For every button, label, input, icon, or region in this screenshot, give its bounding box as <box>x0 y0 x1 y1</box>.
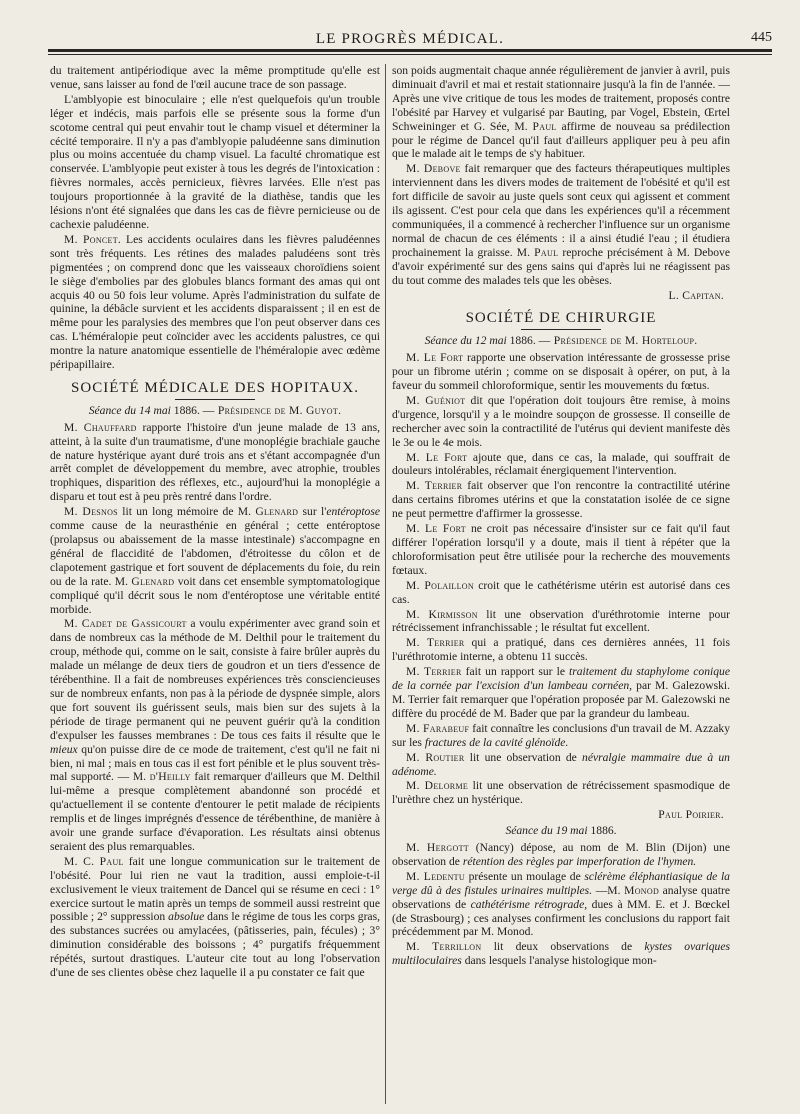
speaker-name: M. Cadet de Gassicourt <box>64 617 187 631</box>
paragraph: M. Kirmisson lit une observation d'uréthrotomie interne pour rétrécissement infranchissable ; le résultat fut excellent. <box>392 607 730 635</box>
column-divider <box>385 64 386 1104</box>
paragraph: M. C. Paul fait une longue communication sur le traitement de l'obésité. Pour lui rien ne vaut la tradition, aussi emploie-t-il exclusivement le vieux traitement de Dancel qui se résume en ceci : 1° exercice surtout le matin après un temps de sommeil aussi restreint que possible ; 2° suppression absolue dans le régime de tous les corps gras, des substances sucrées ou amylacées, (pâtisseries, pain, fécules) ; 3° diminution considérable des boissons ; 4° purgatifs fréquemment répétés, surtout drastiques. L'auteur cite tout au long l'observation d'une de ses clientes obèse chez laquelle il a pu constater ce fait que <box>50 854 380 980</box>
speaker-name: M. Chauffard <box>64 420 137 434</box>
paragraph: M. Polaillon croit que le cathétérisme utérin est autorisé dans ces cas. <box>392 578 730 606</box>
paragraph: M. Le Fort ajoute que, dans ce cas, la malade, qui souffrait de douleurs intolérables, réclamait énergiquement l'intervention. <box>392 450 730 478</box>
paragraph: M. Routier lit une observation de névralgie mammaire due à un adénome. <box>392 750 730 778</box>
paragraph: M. Terrier fait un rapport sur le traitement du staphylome conique de la cornée par l'excision d'un lambeau cornéen, par M. Galezowski. M. Terrier fait remarquer que l'opération proposée par M. Galezowski ne diffère du procédé de M. Bader que par la grandeur du lambeau. <box>392 665 730 720</box>
signature: L. Capitan. <box>668 288 724 302</box>
speaker-name: M. Routier <box>406 750 465 764</box>
speaker-name: M. Hergott <box>406 841 469 855</box>
header-rule-thick <box>48 49 772 52</box>
speaker-name: M. Terrier <box>406 665 462 679</box>
paragraph: L'amblyopie est binoculaire ; elle n'est quelquefois qu'un trouble léger et indécis, mais parfois elle se présente sous la forme d'un scotome central qui peut envahir tout le champ visuel et déterminer la cécité temporaire. Il n'y a pas d'amblyopie paludéenne sans diminution plus ou moins accentuée du champ visuel. La faculté chromatique est conservée. L'amblyopie peut exister à tous les degrés de l'intoxication : fièvres normales, accès pernicieux, fièvres larvées. Elle n'est pas toujours proportionnée à la gravité de la diathèse, tandis que les lésions n'ont été signalées que dans les cas de fièvre pernicieuse ou de cachexie paludéenne. <box>50 92 380 231</box>
paragraph: M. Poncet. Les accidents oculaires dans les fièvres paludéennes sont très fréquents. Les rétines des malades paludéens sont très pigmentées ; on comprend donc que les vaisseaux choroïdiens soient le siège d'embolies par des globules blancs formant des amas qui ont acquis 40 ou 50 fois leur volume. Après l'administration du sulfate de quinine, la débâcle survient et les accidents disparaissent ; il en est de même pour les paralysies des membres que l'on peut observer dans ces cas. L'héméralopie peut coïncider avec les accidents palustres, ce qui montre la nature anatomique essentielle de l'héméralopie avec œdème péripapillaire. <box>50 232 380 372</box>
speaker-name: M. Terrier <box>406 636 465 650</box>
speaker-name: M. Polaillon <box>406 578 474 592</box>
speaker-name: M. Le Fort <box>406 450 468 464</box>
paragraph: M. Le Fort rapporte une observation intéressante de grossesse prise pour un fibrome utérin ; comme on se disposait à opérer, on put, à la faveur du sommeil chloroformique, sentir les mouvements du fœtus. <box>392 351 730 393</box>
speaker-name: M. Guéniot <box>406 393 466 407</box>
paragraph: M. Chauffard rapporte l'histoire d'un jeune malade de 13 ans, atteint, à la suite d'un traumatisme, d'une monoplégie brachiale gauche de nature hystérique ayant duré trois ans et s'étant accompagnée d'un arrêt complet de développement du membre, avec atrophie, troubles trophiques, disparition des réflexes, etc., aujourd'hui la monoplégie a disparu et tout est à peu près rentré dans l'ordre. <box>50 420 380 504</box>
paragraph: son poids augmentait chaque année régulièrement de janvier à avril, puis diminuait d'avril et mai et restait stationnaire jusqu'à la fin de l'année. — Après une vive critique de tous les modes de traitement, proposés contre l'obésité par Harvey et vulgarisé par Bauting, par Vogel, Ebstein, Œrtel Schweininger et G. Sée, M. Paul affirme de nouveau sa prédilection pour le régime de Dancel qu'il faut d'ailleurs appliquer peu à peu afin que le malade ait le temps de s'y habituer. <box>392 64 730 161</box>
paragraph: M. Terrier qui a pratiqué, dans ces dernières années, 11 fois l'uréthrotomie interne, a obtenu 11 succès. <box>392 636 730 664</box>
speaker-name: M. Ledentu <box>406 869 465 883</box>
section-title-hopitaux: SOCIÉTÉ MÉDICALE DES HOPITAUX. <box>71 379 359 396</box>
speaker-name: M. Le Fort <box>406 351 464 365</box>
paragraph: M. Farabeuf fait connaître les conclusions d'un travail de M. Azzaky sur les fractures de la cavité glénoïde. <box>392 721 730 749</box>
left-column <box>50 64 380 1104</box>
speaker-name: M. Desnos <box>64 505 118 519</box>
paragraph: M. Hergott (Nancy) dépose, au nom de M. Blin (Dijon) une observation de rétention des règles par imperforation de l'hymen. <box>392 841 730 868</box>
signature: Paul Poirier. <box>658 808 724 822</box>
section-title-chirurgie: SOCIÉTÉ DE CHIRURGIE <box>465 310 657 327</box>
right-column <box>392 64 730 1104</box>
speaker-name: M. Poncet. <box>64 232 122 246</box>
paragraph: M. Desnos lit un long mémoire de M. Glenard sur l'entéroptose comme cause de la neurasthénie en général ; cette entéroptose (prolapsus ou abaissement de la masse intestinale) s'accompagne en général de flaccidité de l'abdomen, d'étroitesse du côlon et de clapotement gastrique et fort souvent de déplacements du foie, du rein ou de la rate. M. Glenard voit dans cet ensemble symptomatologique compliqué qu'il décrit sous le nom d'entéroptose une véritable entité morbide. <box>50 505 380 616</box>
paragraph: M. Ledentu présente un moulage de sclérème éléphantiasique de la verge dû à des fistules urinaires multiples. —M. Monod analyse quatre observations de cathétérisme rétrograde, dues à MM. E. et J. Bœckel (de Strasbourg) ; ces analyses confirment les conclusions du rapport fait précédemment par M. Monod. <box>392 869 730 939</box>
paragraph: M. Debove fait remarquer que des facteurs thérapeutiques multiples interviennent dans les divers modes de traitement de l'obésité et qu'il est fort difficile de savoir au juste quels sont ceux qui agissent et comment ils agissent. C'est pour cela que dans les expériences qu'il a récemment communiquées, il a commencé à rechercher l'influence sur un organisme normal de chacun de ces éléments : il a ainsi étudié l'eau ; il étudiera prochainement la graisse. M. Paul reproche précisément à M. Debove d'avoir expérimenté sur des gens sains qui d'après lui ne réagissent pas du tout comme des malades tels que les obèses. <box>392 162 730 287</box>
seance-line: Séance du 19 mai 1886. <box>505 824 617 838</box>
speaker-name: M. C. Paul <box>64 854 124 868</box>
paragraph: M. Terrier fait observer que l'on rencontre la contractilité utérine dans certains fibromes utérins et que la constatation isolée de ce signe ne peut permettre d'affirmer la grossesse. <box>392 479 730 521</box>
section-rule <box>521 329 601 330</box>
paragraph: M. Cadet de Gassicourt a voulu expérimenter avec grand soin et dans de nombreux cas la méthode de M. Delthil pour le traitement du croup, méthode qui, comme on le sait, consiste à faire brûler auprès du malade un mélange de deux tiers de goudron et un tiers d'essence de térébenthine. Il a fait de nombreuses expériences très consciencieuses sur de nombreux enfants, non pas à la période de dyspnée simple, alors que fort souvent ils guérissent seuls, mais bien sur des sujets à la période de tirage permanent qui ne peuvent guérir qu'à la condition d'expulser les fausses membranes : De tous ces faits il résulte que le mieux qu'on puisse dire de ce mode de traitement, c'est qu'il ne fait ni bien, ni mal ; mais en tous cas il est fort pénible et le plus souvent très-mal supporté. — M. d'Heilly fait remarquer d'ailleurs que M. Delthil lui-même a presque complètement abandonné son procédé et qu'actuellement il se contente d'entourer le petit malade de récipients remplis et de linges imprégnés d'essence de térébenthine, de manière à avoir une grande surface d'évaporation. Les résultats ainsi obtenus seraient des plus remarquables. <box>50 617 380 853</box>
seance-line: Séance du 14 mai 1886. — Présidence de M. Guyot. <box>88 403 342 417</box>
running-header <box>48 22 772 48</box>
header-rule-thin <box>48 54 772 55</box>
paragraph: M. Delorme lit une observation de rétrécissement spasmodique de l'urèthre chez un hystérique. <box>392 779 730 807</box>
paragraph: du traitement antipériodique avec la même promptitude qu'elle est venue, sans laisser au fond de l'œil aucune trace de son passage. <box>50 64 380 91</box>
journal-title: LE PROGRÈS MÉDICAL. <box>315 31 505 47</box>
speaker-name: M. Kirmisson <box>406 607 478 621</box>
paragraph: M. Guéniot dit que l'opération doit toujours être remise, à moins d'urgence, lorsqu'il y a le moindre soupçon de grossesse. Il conseille de rechercher avec soin la contractilité de l'utérus qui devient manifeste dès le 3e ou le 4e mois. <box>392 393 730 449</box>
speaker-name: M. Farabeuf <box>406 721 470 735</box>
page-number: 445 <box>751 30 772 45</box>
seance-line: Séance du 12 mai 1886. — Présidence de M. Horteloup. <box>424 334 698 348</box>
paragraph: M. Le Fort ne croit pas nécessaire d'insister sur ce fait qu'il faut différer l'opération lorsqu'il y a doute, mais il tient à répéter que la chloroformisation peut être utilisée pour la recherche des mouvements fœtaux. <box>392 522 730 577</box>
speaker-name: M. Delorme <box>406 779 469 793</box>
speaker-name: M. Le Fort <box>406 522 466 536</box>
speaker-name: M. Terrillon <box>406 940 482 954</box>
paragraph: M. Terrillon lit deux observations de kystes ovariques multiloculaires dans lesquels l'analyse histologique mon- <box>392 940 730 968</box>
speaker-name: M. Terrier <box>406 479 463 493</box>
section-rule <box>175 399 255 400</box>
speaker-name: M. Debove <box>406 162 461 176</box>
